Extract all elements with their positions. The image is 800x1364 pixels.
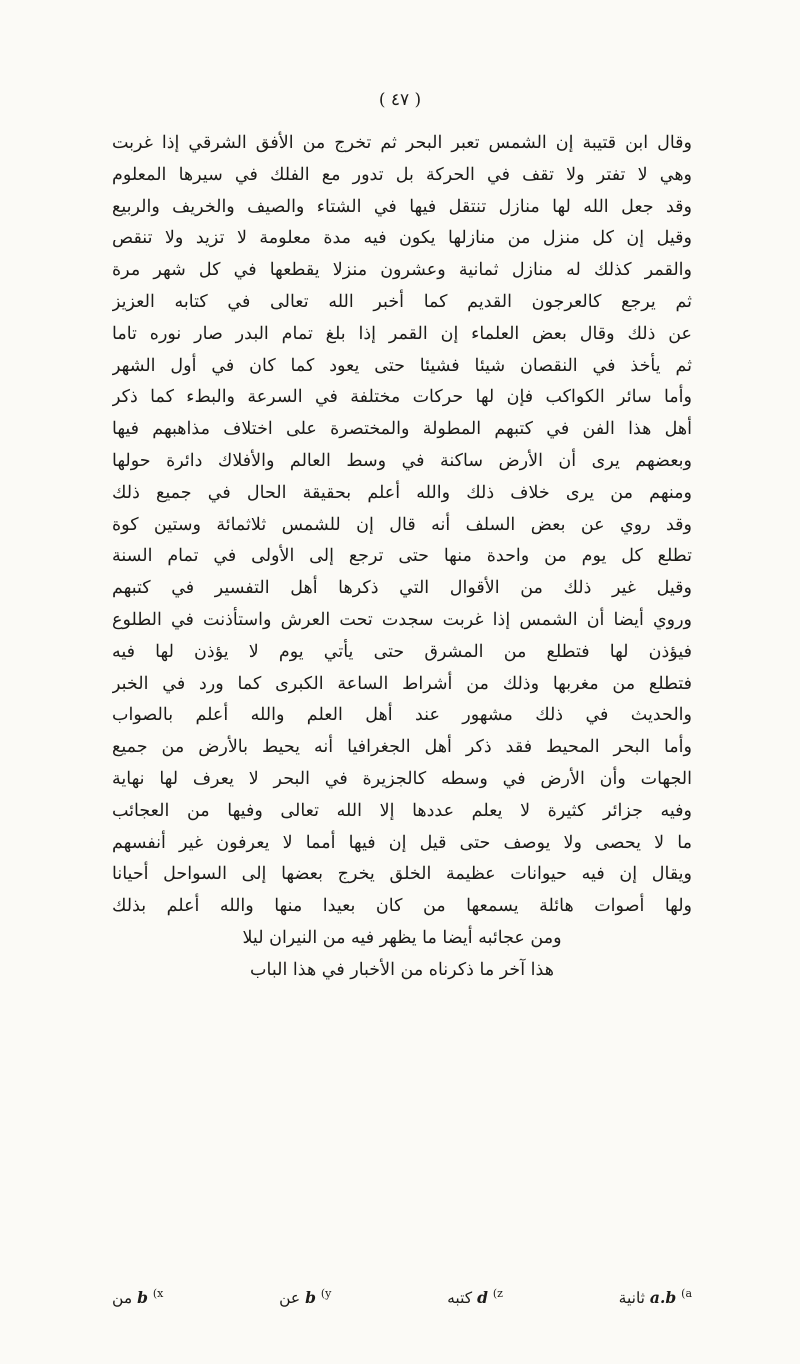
footnote [112,1282,163,1310]
footnote-siglum: a.b [649,1288,677,1308]
text-line: وقال ابن قتيبة إن الشمس تعبر البحر ثم تخرج من الأفق الشرقي إذا غربت [112,133,692,153]
footnote-reading: كتبه [447,1289,473,1308]
footnote-marker: a) [681,1287,692,1300]
footnote [447,1282,503,1310]
footnote-reading: من [112,1289,133,1308]
text-line: وروي أيضا أن الشمس إذا غربت سجدت تحت العرش واستأذنت في الطلوع [112,609,692,630]
text-line: أهل هذا الفن في كتبهم المطولة والمختصرة على اختلاف مذاهبهم فيها [112,419,692,440]
text-line: ومن عجائبه أيضا ما يظهر فيه من النيران ليلا [242,927,562,948]
text-line: الجهات وأن الأرض في وسطه كالجزيرة في البحر لا يعرف لها نهاية [112,768,692,789]
footnote [619,1282,692,1310]
text-line: ما لا يحصى ولا يوصف حتى قيل إن فيها أمما لا يعرفون غير أنفسهم [112,832,692,853]
text-line: وهي لا تفتر ولا تقف في الحركة بل تدور مع الفلك في سيرها المعلوم [112,164,692,185]
text-line: ثم يأخذ في النقصان شيئا فشيئا حتى يعود كما كان في أول الشهر [112,355,692,376]
text-line: فيؤذن لها فتطلع من المشرق حتى يأتي يوم لا يؤذن لها فيه [112,641,692,662]
text-line: عن ذلك وقال بعض العلماء إن القمر إذا بلغ تمام البدر صار نوره تاما [112,323,692,344]
page-number: ( ٤٧ ) [378,90,422,110]
text-line: ولها أصوات هائلة يسمعها من كان بعيدا منها والله أعلم بذلك [112,896,692,917]
text-line: وبعضهم يرى أن الأرض ساكنة في وسط العالم والأفلاك دائرة حولها [112,450,692,471]
text-line: والقمر كذلك له منازل ثمانية وعشرون منزلا يقطعها في كل شهر مرة [112,260,692,281]
footnote-siglum: d [477,1288,488,1308]
text-line: وقد جعل الله لها منازل تنتقل فيها في الشتاء والصيف والخريف والربيع [112,196,692,217]
text-line: وأما البحر المحيط فقد ذكر أهل الجغرافيا أنه يحيط بالأرض من جميع [112,737,692,758]
text-line: والحديث في ذلك مشهور عند أهل العلم والله أعلم بالصواب [112,705,692,726]
text-line: ثم يرجع كالعرجون القديم كما أخبر الله تعالى في كتابه العزيز [112,291,692,312]
text-line: ومنهم من يرى خلاف ذلك والله أعلم بحقيقة الحال في جميع ذلك [112,482,692,503]
text-line: فتطلع من مغربها وذلك من أشراط الساعة الكبرى كما ورد في الخبر [112,673,692,694]
footnote [279,1282,331,1310]
text-line: تطلع كل يوم من واحدة منها حتى ترجع إلى الأولى في تمام السنة [112,546,692,567]
footnote-marker: y) [320,1287,332,1300]
footnote-siglum: b [137,1288,148,1308]
text-line: وأما سائر الكواكب فإن لها حركات مختلفة في السرعة والبطء كما ذكر [112,387,692,408]
text-line: وقيل إن كل منزل من منازلها يكون فيه مدة معلومة لا تزيد ولا تنقص [112,228,692,249]
text-line: هذا آخر ما ذكرناه من الأخبار في هذا الباب [250,959,554,980]
footnotes [112,1282,692,1310]
footnote-reading: ثانية [618,1289,645,1308]
footnote-marker: x) [152,1287,164,1300]
text-line: وفيه جزائر كثيرة لا يعلم عددها إلا الله تعالى وفيها من العجائب [112,800,692,821]
text-line: وقيل غير ذلك من الأقوال التي ذكرها أهل التفسير في كتبهم [112,578,692,599]
body-text [112,128,692,987]
text-line: وقد روي عن بعض السلف أنه قال إن للشمس ثلاثمائة وستين كوة [112,514,692,535]
footnote-reading: عن [279,1289,301,1308]
footnote-siglum: b [305,1288,316,1308]
text-line: ويقال إن فيه حيوانات عظيمة الخلق يخرج بعضها إلى السواحل أحيانا [112,864,692,885]
footnote-marker: z) [492,1287,503,1300]
